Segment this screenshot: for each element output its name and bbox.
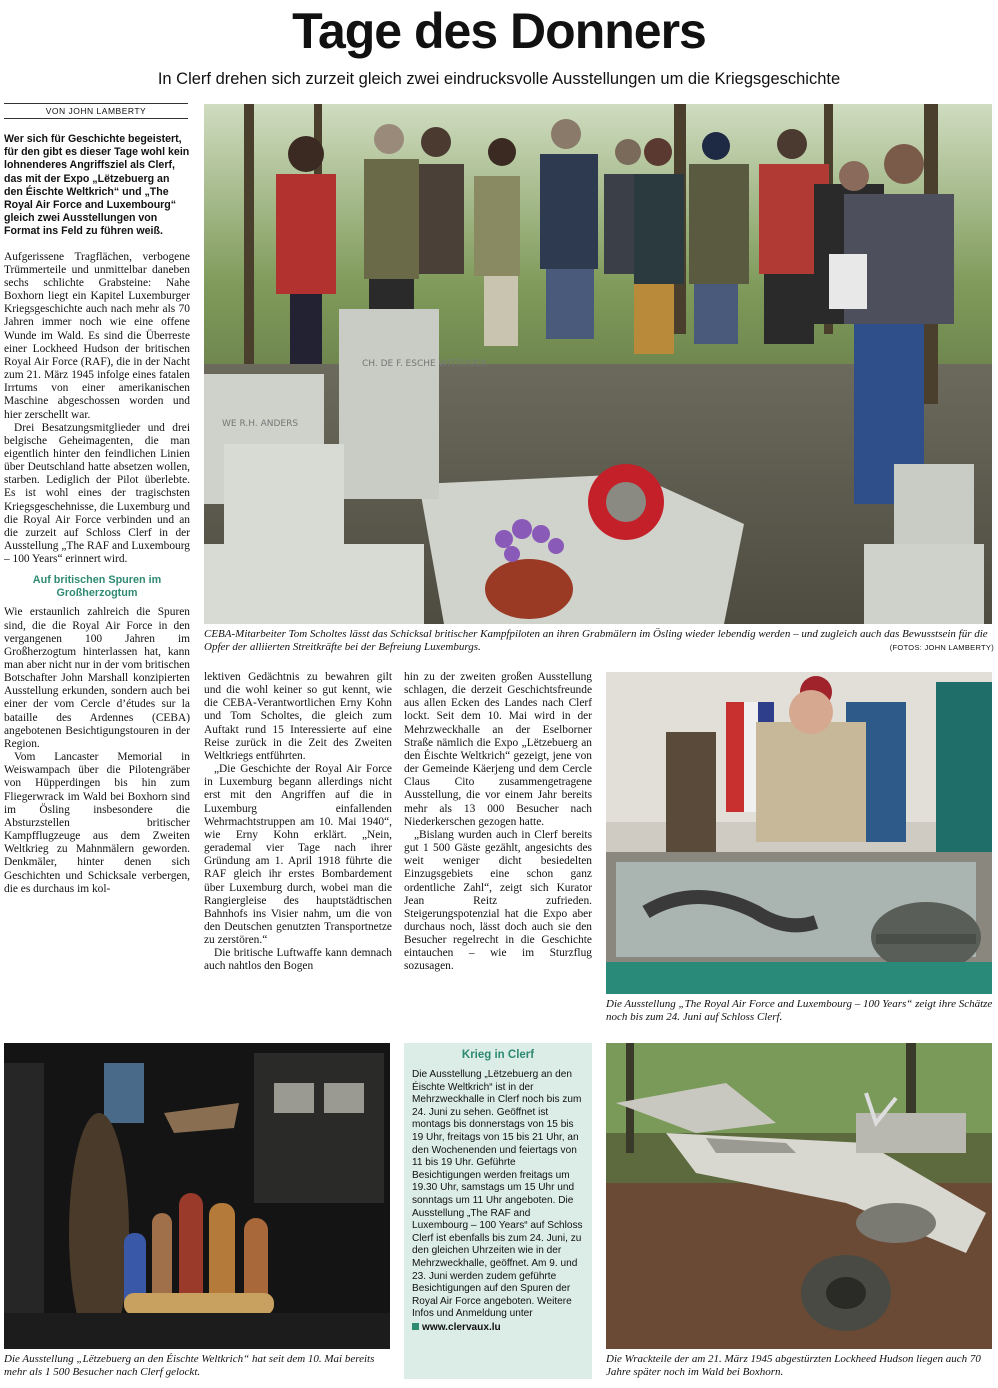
article-column-2 [204,671,392,974]
body-paragraph: Drei Besatzungsmitglieder und drei belgische Geheimagenten, die man eigentlich hinter den feindlichen Linien über Deutschland hatte absetzen wollen, starben. Lediglich der Pilot überlebte. Es ist wohl eines der tragischsten Kriegsgeschehnisse, die Luxemburg und die Royal Air Force verbinden und an die zurzeit auf Schloss Clerf in der Ausstellung „The RAF and Luxembourg – 100 Years“ erinnert wird. [4,421,190,566]
info-box-title: Krieg in Clerf [461,1049,535,1061]
body-paragraph: lektiven Gedächtnis zu bewahren gilt und die wohl keiner so gut kennt, wie die CEBA-Verantwortlichen Erny Kohn und Tom Scholtes, die gleich zum Auftakt rund 15 Interessierte auf eine Reise zurück in die Zeit des Zweiten Weltkriegs entführten. [204,671,392,762]
wwi-exhibition-caption: Die Ausstellung „Lëtzebuerg an den Éischte Weltkrich“ hat seit dem 10. Mai bereits mehr als 1 500 Besucher nach Clerf gelockt. [4,1353,375,1378]
photo-credit: (FOTOS: JOHN LAMBERTY) [889,643,994,652]
body-paragraph: Vom Lancaster Memorial in Weiswampach über die Pilotengräber von Hüpperdingen bis hin zum Fliegerwrack im Wald bei Boxhorn sind im Ösling insbesondere die Absturzstellen britischer Kampfflugzeuge aus dem Zweiten Weltkrieg zu Mahnmälern geworden. Denkmäler, hinter denen sich Geschichten und Schicksale verbergen, die es durchaus im kol- [4,751,190,895]
grave-inscription: WE R.H. ANDERS [222,419,299,429]
raf-exhibition-photo [606,672,992,994]
main-photo-graves [204,104,992,624]
body-paragraph: hin zu der zweiten großen Ausstellung schlagen, die derzeit Geschichtsfreunde aus allen Ecken des Landes nach Clerf lockt. Seit dem 10. Mai wird in der Mehrzweckhalle an der Eselborner Straße nämlich die Expo „Lëtzebuerg an den Éischte Weltkrich“ gezeigt, jene von der Gemeinde Käerjeng und dem Cercle Claus Cito zusammengetragene Ausstellung, die vor einem Jahr bereits mehr als 13 000 Besucher nach Niederkerschen gezogen hatte. [404,671,592,828]
wwi-exhibition-photo [4,1043,390,1349]
article-column-1 [4,133,190,896]
byline: VON JOHN LAMBERTY [4,103,188,119]
raf-exhibition-caption: Die Ausstellung „The Royal Air Force and Luxembourg – 100 Years“ zeigt ihre Schätze noch bis zum 24. Juni auf Schloss Clerf. [606,998,993,1023]
bullet-square-icon [412,1323,419,1330]
section-subhead: Auf britischen Spuren im Großherzogtum [32,574,162,600]
subheadline: In Clerf drehen sich zurzeit gleich zwei eindrucksvolle Ausstellungen um die Kriegsgeschichte [157,70,841,88]
body-paragraph: Die britische Luftwaffe kann demnach auch nahtlos den Bogen [204,947,392,973]
grave-inscription: CH. DE F. ESCHE WITTOUCK [362,359,487,369]
main-photo-caption [204,628,994,654]
caption-text: CEBA-Mitarbeiter Tom Scholtes lässt das Schicksal britischer Kampfpiloten an ihren Grabmälern im Ösling wieder lebendig werden – und zugleich auch das Bewusstsein für die Opfer der alliierten Streitkräfte bei der Befreiung Luxemburgs. [204,628,988,653]
info-box-link[interactable]: www.clervaux.lu [422,1321,501,1333]
headline: Tage des Donners [292,3,706,59]
info-box [404,1043,592,1379]
body-paragraph: „Bislang wurden auch in Clerf bereits gut 1 500 Gäste gezählt, angesichts des weit weniger dicht besiedelten Einzugsgebiets eine schon ganz ordentliche Zahl“, zeigt sich Kurator Jean Reitz zufrieden. Steigerungspotenzial hat die Expo aber durchaus noch, lässt doch auch sie den Besucher regelrecht in die Geschichte eintauchen – wie im Sturzflug sozusagen. [404,828,592,973]
body-paragraph: „Die Geschichte der Royal Air Force in Luxemburg begann allerdings nicht erst mit den Angriffen auf die in Luxemburg einfallenden Wehrmachtstruppen am 10. Mai 1940“, wie Erny Kohn erklärt. „Nein, gerademal vier Tage nach ihrer Gründung am 1. April 1918 führte die RAF gleich ihr erstes Bombardement über Luxemburg durch, wobei man die Rangiergleise des hauptstädtischen Bahnhofs ins Visier nahm, um die von den Deutschen genutzten Transportnetze zu zerstören.“ [204,763,392,947]
lead-paragraph: Wer sich für Geschichte begeistert, für den gibt es dieser Tage wohl kein lohnenderes Angriffsziel als Clerf, das mit der Expo „Lëtzebuerg an den Éischte Weltkrich“ und „The Royal Air Force and Luxembourg“ gleich zwei Ausstellungen von Format ins Feld zu führen weiß. [4,133,190,238]
article-column-3 [404,671,592,974]
wreck-photo [606,1043,992,1349]
body-paragraph: Aufgerissene Tragflächen, verbogene Trümmerteile und unmittelbar daneben sechs schlichte Grabsteine: Nahe Boxhorn liegt ein Kapitel Luxemburger Kriegsgeschichte auch nach mehr als 70 Jahren immer noch wie eine offene Wunde im Wald. Es sind die Überreste einer Lockheed Hudson der britischen Royal Air Force (RAF), die in der Nacht zum 21. März 1945 infolge eines fatalen Irrtums von einer amerikanischen Maschine abgeschossen worden und hier zerschellt war. [4,250,190,421]
info-box-text: Die Ausstellung „Lëtzebuerg an den Éischte Weltkrich“ ist in der Mehrzweckhalle in Clerf noch bis zum 24. Juni zu sehen. Geöffnet ist montags bis donnerstags von 15 bis 19 Uhr, freitags von 15 bis 21 Uhr, an den Wochenenden und feiertags von 11 bis 19 Uhr. Geführte Besichtigungen werden freitags um 19.30 Uhr, samstags um 15 Uhr und sonntags um 11 Uhr angeboten. Die Ausstellung „The RAF and Luxembourg – 100 Years“ auf Schloss Clerf ist ebenfalls bis zum 24. Juni, zu den gleichen Uhrzeiten wie in der Mehrzweckhalle, geöffnet. Am 9. und 23. Juni werden zudem geführte Besichtigungen auf den Spuren der Royal Air Force angeboten. Weitere Infos und Anmeldung unter [412,1069,583,1320]
body-paragraph: Wie erstaunlich zahlreich die Spuren sind, die die Royal Air Force in den vergangenen 100 Jahren im Großherzogtum hinterlassen hat, kann man aber nicht nur in der vom britischen Botschafter John Marshall konzipierten Ausstellung erkunden, sondern auch bei einer der vom Cercle d’études sur la bataille des Ardennes (CEBA) angebotenen Besichtigungstouren in der Region. [4,606,190,750]
wreck-caption: Die Wrackteile der am 21. März 1945 abgestürzten Lockheed Hudson liegen auch 70 Jahre später noch im Wald bei Boxhorn. [606,1353,981,1378]
